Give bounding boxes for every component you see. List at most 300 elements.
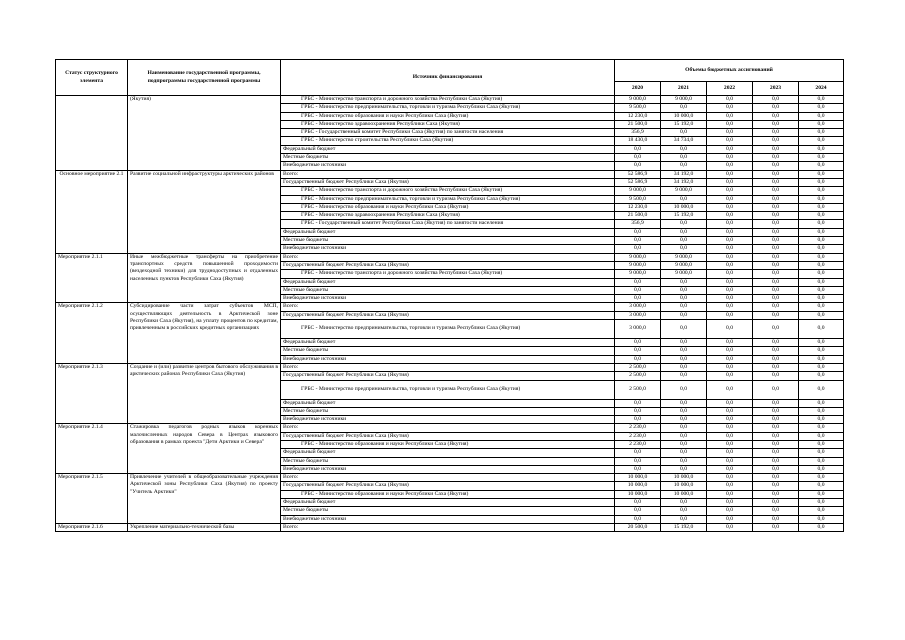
budget-value: 0,0 (799, 170, 844, 178)
budget-value: 9 500,0 (615, 104, 661, 112)
financing-source: ГРБС - Министерство предпринимательства, торговли и туризма Республики Саха (Якутия) (281, 104, 615, 112)
budget-value: 0,0 (661, 449, 707, 457)
financing-source: ГРБС - Министерство здравоохранения Республики Саха (Якутия) (281, 212, 615, 220)
budget-value: 0,0 (707, 347, 753, 355)
table-row (56, 96, 844, 104)
budget-value: 0,0 (615, 457, 661, 465)
header-year: 2020 (615, 82, 661, 96)
budget-value: 0,0 (707, 416, 753, 424)
financing-source: Местные бюджеты (281, 457, 615, 465)
budget-value: 9 000,0 (615, 261, 661, 269)
budget-value: 0,0 (615, 278, 661, 286)
budget-value: 0,0 (707, 129, 753, 137)
table-row (56, 303, 844, 311)
budget-value: 10 000,0 (615, 490, 661, 498)
financing-source: Внебюджетные источники (281, 245, 615, 253)
budget-value: 0,0 (615, 286, 661, 294)
financing-source: Государственный бюджет Республики Саха (Якутия) (281, 261, 615, 269)
budget-value: 0,0 (799, 482, 844, 490)
program-name: Стажировка педагогов родных языков коренных малочисленных народов Севера в Центрах языкового образования в рамках проекта "Дети Арктики и Севера" (128, 424, 281, 474)
budget-value: 0,0 (707, 490, 753, 498)
budget-value: 0,0 (753, 363, 799, 371)
budget-value: 0,0 (661, 162, 707, 170)
budget-value: 20 500,0 (615, 523, 661, 531)
financing-source: ГРБС - Министерство образования и науки Республики Саха (Якутия) (281, 490, 615, 498)
budget-value: 0,0 (799, 416, 844, 424)
budget-value: 0,0 (707, 195, 753, 203)
budget-value: 0,0 (799, 523, 844, 531)
budget-value: 2 500,0 (615, 363, 661, 371)
budget-value: 0,0 (753, 515, 799, 523)
financing-source: Всего: (281, 523, 615, 531)
budget-value: 0,0 (799, 311, 844, 319)
budget-value: 10 000,0 (661, 474, 707, 482)
budget-value: 0,0 (661, 295, 707, 303)
budget-value: 0,0 (799, 145, 844, 153)
budget-value: 0,0 (707, 311, 753, 319)
budget-value: 0,0 (615, 295, 661, 303)
budget-value: 0,0 (707, 137, 753, 145)
header-budget-volumes: Объемы бюджетных ассигнований (615, 60, 844, 82)
budget-value: 34 734,0 (661, 137, 707, 145)
budget-value: 52 586,9 (615, 170, 661, 178)
header-financing-source: Источник финансирования (281, 60, 615, 96)
budget-value: 0,0 (707, 457, 753, 465)
budget-value: 0,0 (615, 154, 661, 162)
financing-source: ГРБС - Министерство транспорта и дорожного хозяйства Республики Саха (Якутия) (281, 187, 615, 195)
budget-value: 0,0 (799, 363, 844, 371)
budget-value: 0,0 (753, 465, 799, 473)
program-name: Привлечение учителей в общеобразовательные учреждения Арктической зоны Республики Саха (Якутия) по проекту "Учитель Арктики" (128, 474, 281, 524)
budget-value: 0,0 (615, 416, 661, 424)
budget-value: 0,0 (753, 482, 799, 490)
financing-source: ГРБС - Министерство образования и науки Республики Саха (Якутия) (281, 440, 615, 448)
financing-source: Федеральный бюджет (281, 339, 615, 347)
budget-value: 0,0 (799, 261, 844, 269)
budget-value: 0,0 (799, 120, 844, 128)
budget-value: 0,0 (799, 253, 844, 261)
header-year: 2023 (753, 82, 799, 96)
header-year: 2022 (707, 82, 753, 96)
budget-value: 9 000,0 (661, 253, 707, 261)
program-name: Укрепление материально-технической базы (128, 523, 281, 531)
budget-value: 0,0 (799, 449, 844, 457)
budget-value: 0,0 (753, 449, 799, 457)
budget-value: 0,0 (753, 507, 799, 515)
budget-value: 0,0 (661, 407, 707, 415)
budget-value: 0,0 (799, 303, 844, 311)
budget-value: 0,0 (753, 112, 799, 120)
budget-value: 9 000,0 (661, 96, 707, 104)
budget-value: 0,0 (661, 440, 707, 448)
budget-value: 0,0 (707, 380, 753, 399)
budget-value: 0,0 (753, 212, 799, 220)
budget-value: 3 000,0 (615, 303, 661, 311)
budget-value: 0,0 (799, 347, 844, 355)
table-row (56, 363, 844, 371)
budget-table-sheet (55, 59, 843, 532)
budget-value: 0,0 (707, 162, 753, 170)
budget-value: 0,0 (707, 228, 753, 236)
budget-value: 0,0 (753, 523, 799, 531)
budget-value: 0,0 (707, 203, 753, 211)
budget-value: 52 586,9 (615, 178, 661, 186)
financing-source: Местные бюджеты (281, 154, 615, 162)
budget-value: 0,0 (799, 212, 844, 220)
financing-source: Государственный бюджет Республики Саха (Якутия) (281, 432, 615, 440)
budget-value: 0,0 (753, 286, 799, 294)
budget-value: 0,0 (799, 195, 844, 203)
budget-value: 0,0 (615, 407, 661, 415)
budget-value: 0,0 (661, 372, 707, 380)
budget-value: 0,0 (661, 515, 707, 523)
budget-value: 0,0 (753, 187, 799, 195)
budget-value: 0,0 (753, 178, 799, 186)
structural-element-status: Мероприятие 2.1.6 (56, 523, 128, 531)
budget-value: 0,0 (661, 228, 707, 236)
budget-value: 0,0 (799, 465, 844, 473)
financing-source: ГРБС - Министерство образования и науки Республики Саха (Якутия) (281, 203, 615, 211)
budget-value: 0,0 (615, 162, 661, 170)
table-row (56, 424, 844, 432)
budget-value: 0,0 (799, 237, 844, 245)
budget-value: 0,0 (753, 424, 799, 432)
budget-value: 0,0 (707, 507, 753, 515)
budget-value: 15 192,0 (661, 523, 707, 531)
structural-element-status: Мероприятие 2.1.1 (56, 253, 128, 303)
budget-value: 0,0 (799, 220, 844, 228)
budget-value: 0,0 (753, 195, 799, 203)
budget-value: 0,0 (753, 245, 799, 253)
budget-value: 0,0 (707, 355, 753, 363)
budget-value: 356,9 (615, 129, 661, 137)
budget-value: 0,0 (661, 220, 707, 228)
budget-value: 10 000,0 (661, 482, 707, 490)
financing-source: Местные бюджеты (281, 286, 615, 294)
structural-element-status (56, 96, 128, 171)
budget-value: 0,0 (615, 507, 661, 515)
budget-value: 0,0 (707, 261, 753, 269)
budget-value: 0,0 (753, 490, 799, 498)
program-name: Создание и (или) развитие центров бытового обслуживания в арктических районах Республики Саха (Якутия) (128, 363, 281, 423)
budget-value: 0,0 (707, 523, 753, 531)
financing-source: Внебюджетные источники (281, 515, 615, 523)
budget-value: 0,0 (799, 137, 844, 145)
budget-value: 0,0 (799, 432, 844, 440)
budget-value: 0,0 (753, 499, 799, 507)
budget-value: 0,0 (753, 261, 799, 269)
budget-value: 0,0 (753, 120, 799, 128)
budget-value: 0,0 (661, 432, 707, 440)
budget-value: 0,0 (753, 339, 799, 347)
budget-value: 0,0 (707, 399, 753, 407)
budget-value: 0,0 (615, 449, 661, 457)
program-name: Иные межбюджетные трансферты на приобретение транспортных средств повышенной проходимости (вездеходной техники) для труднодоступных и отдаленных населенных пунктов Республики Саха (Якутия) (128, 253, 281, 303)
table-row (56, 253, 844, 261)
financing-source: ГРБС - Министерство предпринимательства, торговли и туризма Республики Саха (Якутия) (281, 320, 615, 339)
budget-value: 0,0 (707, 482, 753, 490)
financing-source: Федеральный бюджет (281, 278, 615, 286)
budget-value: 0,0 (753, 311, 799, 319)
budget-value: 0,0 (799, 96, 844, 104)
budget-value: 0,0 (799, 474, 844, 482)
budget-value: 2 500,0 (615, 380, 661, 399)
budget-value: 0,0 (707, 120, 753, 128)
budget-value: 0,0 (707, 154, 753, 162)
budget-value: 9 000,0 (661, 270, 707, 278)
financing-source: Всего: (281, 303, 615, 311)
budget-value: 0,0 (753, 162, 799, 170)
budget-value: 0,0 (753, 129, 799, 137)
budget-value: 9 000,0 (615, 270, 661, 278)
budget-value: 0,0 (799, 490, 844, 498)
financing-source: Местные бюджеты (281, 347, 615, 355)
budget-table (55, 59, 844, 532)
financing-source: ГРБС - Министерство здравоохранения Республики Саха (Якутия) (281, 120, 615, 128)
budget-value: 0,0 (661, 195, 707, 203)
financing-source: Внебюджетные источники (281, 355, 615, 363)
budget-value: 0,0 (707, 339, 753, 347)
budget-value: 0,0 (753, 170, 799, 178)
financing-source: Федеральный бюджет (281, 499, 615, 507)
budget-value: 0,0 (799, 440, 844, 448)
budget-value: 0,0 (615, 399, 661, 407)
budget-value: 0,0 (799, 424, 844, 432)
budget-value: 0,0 (661, 499, 707, 507)
financing-source: Всего: (281, 253, 615, 261)
budget-value: 0,0 (707, 145, 753, 153)
financing-source: Федеральный бюджет (281, 399, 615, 407)
budget-value: 0,0 (753, 380, 799, 399)
budget-value: 10 000,0 (661, 112, 707, 120)
budget-value: 21 500,0 (615, 212, 661, 220)
budget-value: 18 430,0 (615, 137, 661, 145)
budget-value: 10 000,0 (615, 474, 661, 482)
budget-value: 10 000,0 (661, 203, 707, 211)
budget-value: 0,0 (661, 416, 707, 424)
budget-value: 10 000,0 (615, 482, 661, 490)
budget-value: 0,0 (707, 424, 753, 432)
program-name: Развитие социальной инфраструктуры арктических районов (128, 170, 281, 253)
budget-value: 0,0 (799, 380, 844, 399)
budget-value: 0,0 (799, 295, 844, 303)
budget-value: 0,0 (753, 96, 799, 104)
budget-value: 0,0 (707, 449, 753, 457)
budget-value: 0,0 (661, 507, 707, 515)
budget-value: 0,0 (753, 237, 799, 245)
financing-source: Местные бюджеты (281, 507, 615, 515)
budget-value: 2 500,0 (615, 372, 661, 380)
budget-value: 0,0 (799, 162, 844, 170)
structural-element-status: Мероприятие 2.1.2 (56, 303, 128, 363)
table-row (56, 170, 844, 178)
financing-source: ГРБС - Министерство транспорта и дорожного хозяйства Республики Саха (Якутия) (281, 96, 615, 104)
financing-source: ГРБС - Государственный комитет Республики Саха (Якутия) по занятости населения (281, 129, 615, 137)
header-status: Статус структурного элемента (56, 60, 128, 96)
header-program-name: Наименование государственной программы, подпрограммы государственной программы (128, 60, 281, 96)
financing-source: Всего: (281, 424, 615, 432)
budget-value: 0,0 (753, 432, 799, 440)
budget-value: 0,0 (799, 515, 844, 523)
budget-value: 0,0 (661, 237, 707, 245)
budget-value: 15 192,0 (661, 120, 707, 128)
budget-value: 0,0 (799, 187, 844, 195)
budget-value: 0,0 (799, 129, 844, 137)
budget-value: 0,0 (661, 311, 707, 319)
financing-source: Государственный бюджет Республики Саха (Якутия) (281, 482, 615, 490)
budget-value: 0,0 (707, 432, 753, 440)
financing-source: Государственный бюджет Республики Саха (Якутия) (281, 372, 615, 380)
budget-value: 0,0 (661, 303, 707, 311)
budget-value: 0,0 (753, 253, 799, 261)
budget-value: 0,0 (615, 228, 661, 236)
budget-value: 0,0 (753, 474, 799, 482)
budget-value: 9 000,0 (661, 261, 707, 269)
budget-value: 15 192,0 (661, 212, 707, 220)
budget-value: 0,0 (661, 104, 707, 112)
budget-value: 0,0 (753, 270, 799, 278)
budget-value: 0,0 (799, 499, 844, 507)
financing-source: Государственный бюджет Республики Саха (Якутия) (281, 178, 615, 186)
budget-value: 0,0 (799, 407, 844, 415)
budget-value: 0,0 (799, 228, 844, 236)
financing-source: ГРБС - Государственный комитет Республики Саха (Якутия) по занятости населения (281, 220, 615, 228)
budget-value: 0,0 (707, 220, 753, 228)
financing-source: ГРБС - Министерство предпринимательства, торговли и туризма Республики Саха (Якутия) (281, 195, 615, 203)
budget-value: 0,0 (799, 245, 844, 253)
budget-value: 0,0 (753, 347, 799, 355)
budget-value: 0,0 (661, 380, 707, 399)
financing-source: ГРБС - Министерство строительства Республики Саха (Якутия) (281, 137, 615, 145)
budget-value: 0,0 (707, 465, 753, 473)
budget-value: 12 230,0 (615, 112, 661, 120)
financing-source: Всего: (281, 474, 615, 482)
budget-value: 0,0 (799, 355, 844, 363)
budget-value: 0,0 (799, 270, 844, 278)
budget-value: 0,0 (707, 303, 753, 311)
financing-source: Федеральный бюджет (281, 228, 615, 236)
budget-value: 0,0 (661, 286, 707, 294)
budget-value: 0,0 (661, 245, 707, 253)
budget-value: 0,0 (753, 154, 799, 162)
budget-value: 0,0 (799, 112, 844, 120)
budget-value: 0,0 (615, 339, 661, 347)
budget-value: 0,0 (753, 440, 799, 448)
budget-value: 0,0 (753, 295, 799, 303)
budget-value: 3 000,0 (615, 311, 661, 319)
budget-value: 34 192,0 (661, 178, 707, 186)
budget-value: 0,0 (753, 137, 799, 145)
budget-value: 0,0 (753, 416, 799, 424)
budget-value: 0,0 (707, 253, 753, 261)
financing-source: Местные бюджеты (281, 407, 615, 415)
budget-value: 0,0 (661, 399, 707, 407)
budget-value: 10 000,0 (661, 490, 707, 498)
budget-value: 0,0 (753, 457, 799, 465)
budget-value: 0,0 (661, 320, 707, 339)
budget-value: 0,0 (707, 407, 753, 415)
budget-value: 0,0 (707, 112, 753, 120)
budget-value: 0,0 (661, 355, 707, 363)
budget-value: 9 000,0 (661, 187, 707, 195)
budget-value: 0,0 (753, 145, 799, 153)
budget-value: 0,0 (661, 278, 707, 286)
budget-value: 0,0 (753, 372, 799, 380)
budget-value: 0,0 (615, 237, 661, 245)
financing-source: Внебюджетные источники (281, 416, 615, 424)
budget-value: 356,9 (615, 220, 661, 228)
financing-source: Местные бюджеты (281, 237, 615, 245)
structural-element-status: Мероприятие 2.1.4 (56, 424, 128, 474)
budget-value: 0,0 (661, 154, 707, 162)
financing-source: Внебюджетные источники (281, 162, 615, 170)
structural-element-status: Мероприятие 2.1.3 (56, 363, 128, 423)
budget-value: 0,0 (707, 515, 753, 523)
budget-value: 0,0 (661, 363, 707, 371)
budget-value: 0,0 (707, 237, 753, 245)
budget-value: 0,0 (707, 96, 753, 104)
budget-value: 0,0 (799, 278, 844, 286)
budget-value: 0,0 (707, 499, 753, 507)
budget-value: 0,0 (799, 372, 844, 380)
structural-element-status: Основное мероприятие 2.1 (56, 170, 128, 253)
budget-value: 0,0 (707, 440, 753, 448)
budget-value: 2 230,0 (615, 440, 661, 448)
budget-value: 0,0 (707, 286, 753, 294)
budget-value: 0,0 (799, 457, 844, 465)
financing-source: ГРБС - Министерство предпринимательства, торговли и туризма Республики Саха (Якутия) (281, 380, 615, 399)
budget-value: 0,0 (707, 363, 753, 371)
budget-value: 0,0 (799, 203, 844, 211)
budget-value: 0,0 (753, 407, 799, 415)
budget-value: 0,0 (707, 474, 753, 482)
budget-value: 0,0 (615, 355, 661, 363)
budget-value: 0,0 (707, 187, 753, 195)
budget-value: 0,0 (753, 355, 799, 363)
budget-value: 0,0 (707, 320, 753, 339)
header-year: 2024 (799, 82, 844, 96)
budget-value: 21 500,0 (615, 120, 661, 128)
budget-value: 0,0 (799, 286, 844, 294)
budget-value: 0,0 (707, 104, 753, 112)
table-row (56, 523, 844, 531)
budget-value: 0,0 (615, 515, 661, 523)
budget-value: 34 192,0 (661, 170, 707, 178)
budget-value: 0,0 (753, 399, 799, 407)
budget-value: 0,0 (707, 245, 753, 253)
financing-source: Внебюджетные источники (281, 295, 615, 303)
budget-value: 0,0 (707, 278, 753, 286)
financing-source: ГРБС - Министерство образования и науки Республики Саха (Якутия) (281, 112, 615, 120)
budget-value: 0,0 (707, 270, 753, 278)
budget-value: 0,0 (661, 129, 707, 137)
budget-value: 0,0 (661, 424, 707, 432)
budget-value: 0,0 (753, 278, 799, 286)
budget-value: 0,0 (661, 339, 707, 347)
budget-value: 0,0 (707, 295, 753, 303)
budget-value: 2 230,0 (615, 432, 661, 440)
budget-value: 0,0 (615, 347, 661, 355)
budget-value: 0,0 (753, 303, 799, 311)
budget-value: 0,0 (707, 170, 753, 178)
program-name: Субсидирование части затрат субъектов МСП, осуществляющих деятельность в Арктической зоне Республики Саха (Якутия), на уплату процентов по кредитам, привлеченным в российских кредитных организациях (128, 303, 281, 363)
budget-value: 0,0 (753, 203, 799, 211)
financing-source: Федеральный бюджет (281, 449, 615, 457)
financing-source: Федеральный бюджет (281, 145, 615, 153)
budget-value: 9 000,0 (615, 96, 661, 104)
budget-value: 2 230,0 (615, 424, 661, 432)
financing-source: Внебюджетные источники (281, 465, 615, 473)
